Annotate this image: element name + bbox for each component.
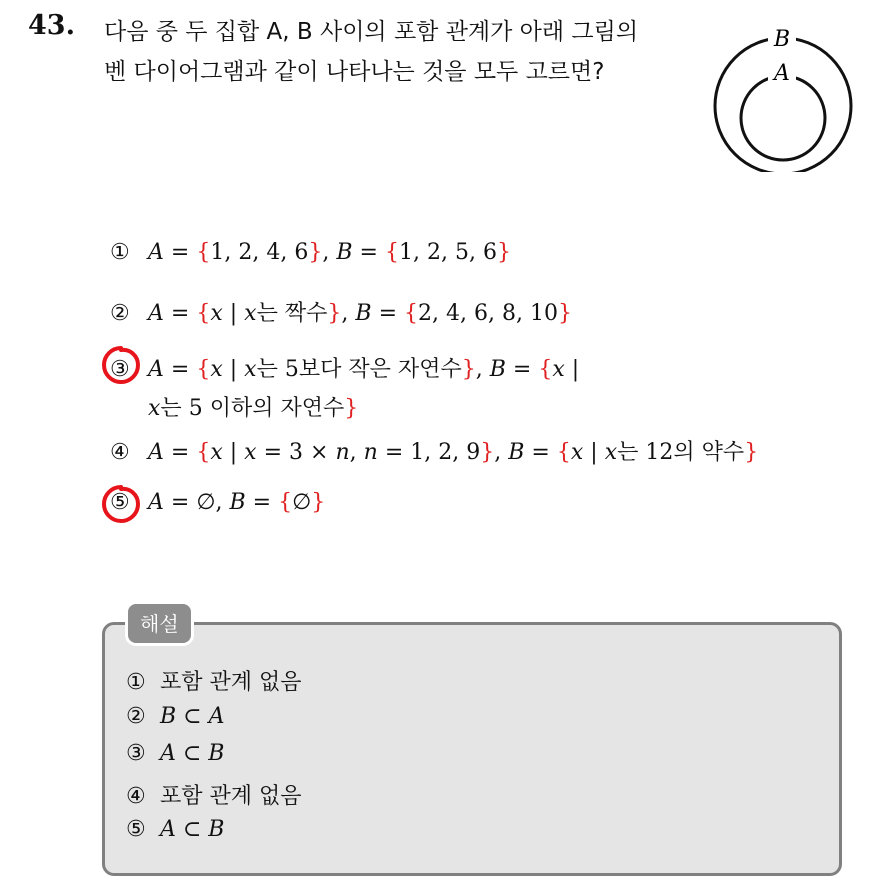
explanation-number: ④ — [126, 784, 146, 809]
option-number: ③ — [110, 357, 130, 382]
explanation-number: ② — [126, 704, 146, 729]
explanation-item-2 — [126, 704, 224, 729]
option-text: A = ∅, B = {∅} — [148, 490, 326, 515]
explanation-item-5 — [126, 817, 224, 842]
question-text-line-2: 벤 다이어그램과 같이 나타나는 것을 모두 고르면? — [104, 59, 605, 85]
question-text-line-1: 다음 중 두 집합 A, B 사이의 포함 관계가 아래 그림의 — [104, 19, 639, 45]
explanation-number: ① — [126, 670, 146, 695]
answer-mark-option-5 — [100, 483, 142, 525]
explanation-text: 포함 관계 없음 — [160, 670, 302, 695]
option-3[interactable] — [110, 352, 579, 383]
explanation-text: B ⊂ A — [160, 704, 225, 729]
option-number: ⑤ — [110, 490, 130, 515]
explanation-item-1 — [126, 665, 302, 696]
option-text-continued: x는 5 이하의 자연수} — [148, 396, 359, 421]
venn-label-a: A — [774, 61, 790, 86]
explanation-text: A ⊂ B — [160, 817, 225, 842]
option-4[interactable] — [110, 435, 758, 466]
option-number: ① — [110, 240, 130, 265]
option-number: ② — [110, 301, 130, 326]
option-1[interactable] — [110, 240, 511, 265]
explanation-text: A ⊂ B — [160, 741, 225, 766]
venn-label-b: B — [773, 27, 791, 52]
option-text: A = {x | x는 5보다 작은 자연수}, B = {x | — [148, 357, 580, 382]
venn-outer-circle-b — [715, 38, 851, 172]
option-5[interactable] — [110, 490, 325, 515]
venn-diagram — [708, 22, 858, 172]
option-3-continued — [148, 391, 358, 422]
option-2[interactable] — [110, 296, 572, 327]
option-text: A = {1, 2, 4, 6}, B = {1, 2, 5, 6} — [148, 240, 511, 265]
explanation-text: 포함 관계 없음 — [160, 784, 302, 809]
answer-mark-option-3 — [100, 344, 142, 386]
venn-inner-circle-a — [741, 76, 825, 160]
question-number: 43. — [28, 10, 75, 41]
option-text: A = {x | x는 짝수}, B = {2, 4, 6, 8, 10} — [148, 301, 572, 326]
explanation-number: ③ — [126, 741, 146, 766]
explanation-item-3 — [126, 741, 224, 766]
option-text: A = {x | x = 3 × n, n = 1, 2, 9}, B = {x | x는 12의 약수} — [148, 440, 759, 465]
explanation-item-4 — [126, 779, 302, 810]
option-number: ④ — [110, 440, 130, 465]
explanation-title: 해설 — [128, 604, 191, 643]
explanation-number: ⑤ — [126, 817, 146, 842]
